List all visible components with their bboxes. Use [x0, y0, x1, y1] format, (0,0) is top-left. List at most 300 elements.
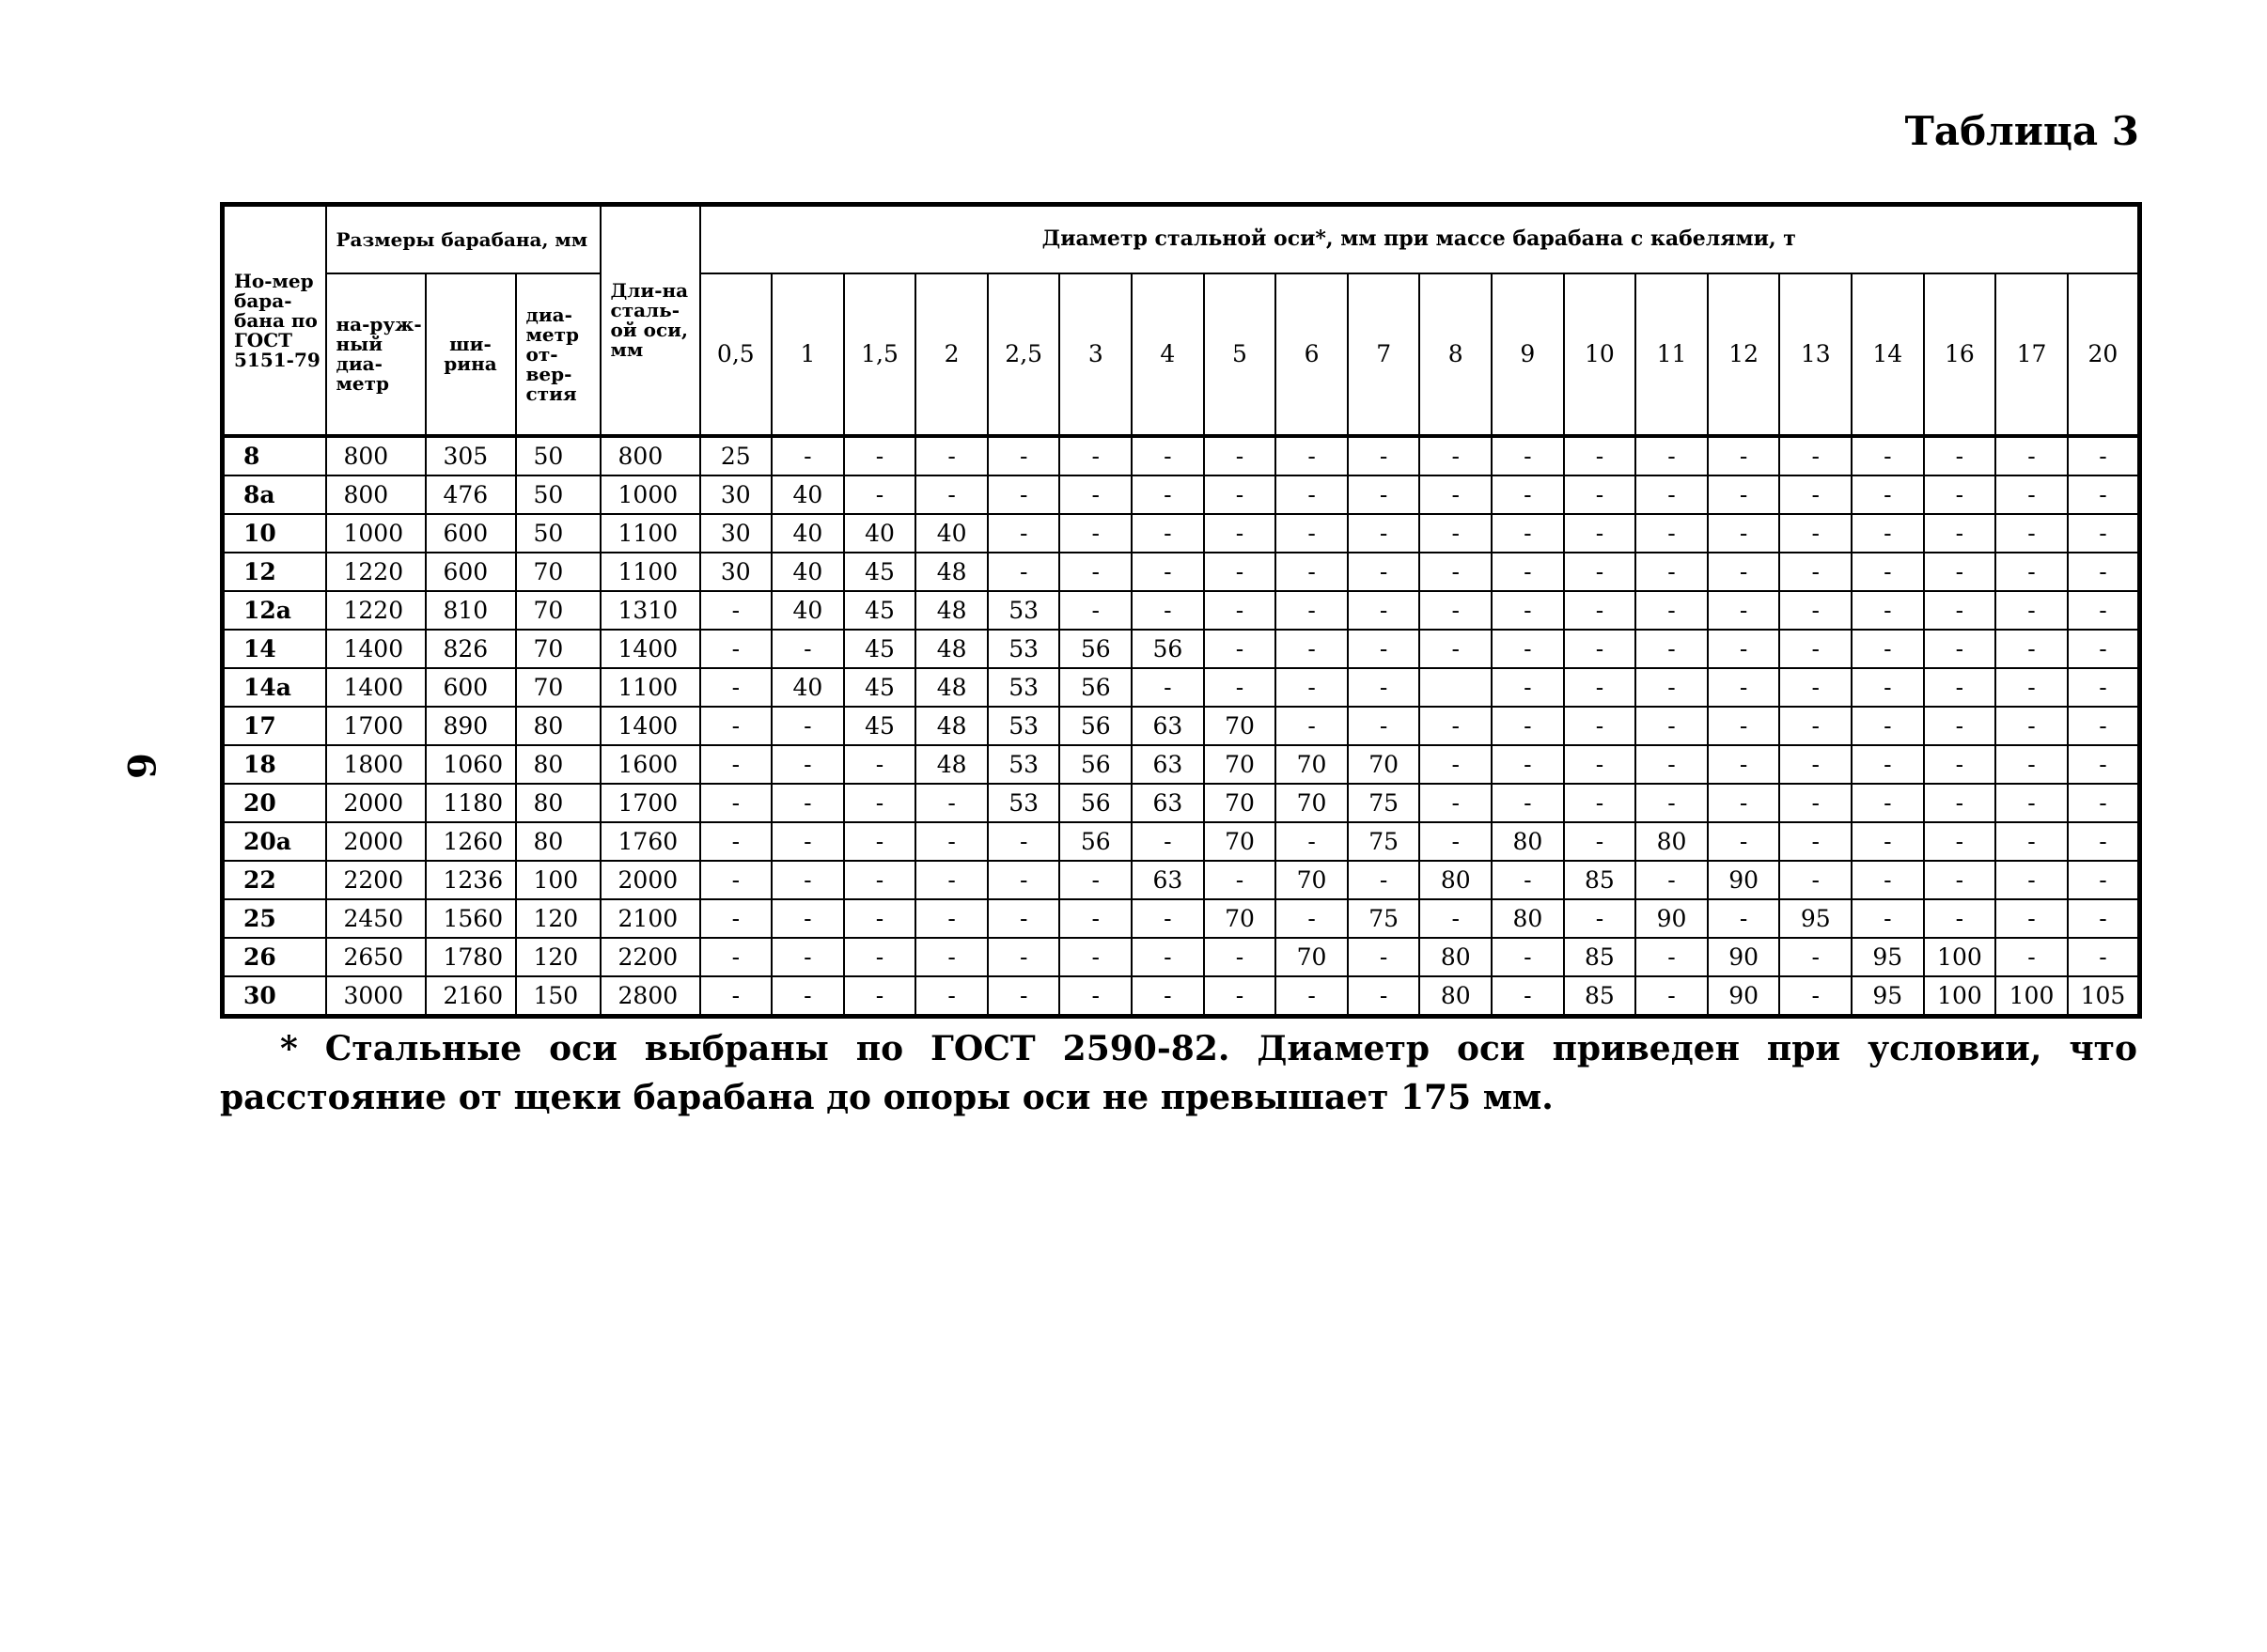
table-cell: -	[1564, 630, 1636, 668]
table-cell: 2800	[601, 976, 700, 1017]
table-cell: -	[1132, 899, 1204, 938]
table-cell: -	[1924, 591, 1996, 630]
table-cell: -	[2068, 784, 2140, 822]
table-cell: -	[1492, 475, 1564, 514]
drum-number-cell: 12	[223, 553, 326, 591]
table-cell: -	[1708, 591, 1780, 630]
table-cell: -	[1348, 668, 1420, 707]
table-cell: -	[1779, 514, 1852, 553]
table-cell: 90	[1708, 861, 1780, 899]
table-cell: -	[1059, 938, 1132, 976]
drum-number-cell: 18	[223, 745, 326, 784]
table-cell: 56	[1059, 630, 1132, 668]
table-cell: -	[772, 436, 844, 475]
table-cell: -	[1852, 707, 1924, 745]
table-cell: 90	[1708, 976, 1780, 1017]
table-cell: -	[1492, 938, 1564, 976]
table-cell: -	[988, 822, 1060, 861]
table-cell: -	[1059, 591, 1132, 630]
table-cell: 1400	[326, 668, 426, 707]
table-cell: -	[915, 899, 988, 938]
table-cell: -	[915, 976, 988, 1017]
drum-number-cell: 8a	[223, 475, 326, 514]
table-cell: -	[1779, 630, 1852, 668]
table-cell: 2000	[601, 861, 700, 899]
table-cell: -	[988, 475, 1060, 514]
table-cell: 40	[772, 553, 844, 591]
table-cell: -	[844, 745, 916, 784]
table-cell: -	[1852, 475, 1924, 514]
table-cell: 80	[1419, 976, 1492, 1017]
table-cell: -	[1564, 899, 1636, 938]
table-cell: 45	[844, 668, 916, 707]
table-cell: -	[1708, 668, 1780, 707]
table-cell: -	[1995, 861, 2068, 899]
table-cell: 1560	[426, 899, 516, 938]
table-cell: -	[700, 938, 773, 976]
table-cell: -	[1492, 861, 1564, 899]
table-cell: 2450	[326, 899, 426, 938]
drum-number-cell: 30	[223, 976, 326, 1017]
table-cell: -	[1708, 707, 1780, 745]
table-cell: 1220	[326, 553, 426, 591]
table-cell: 80	[1492, 899, 1564, 938]
table-cell: -	[1492, 668, 1564, 707]
table-cell: 70	[1348, 745, 1420, 784]
table-cell: -	[1348, 436, 1420, 475]
table-cell: -	[772, 976, 844, 1017]
table-cell: 90	[1635, 899, 1708, 938]
table-row	[223, 553, 2140, 591]
table-cell: 2000	[326, 784, 426, 822]
table-cell: -	[1564, 822, 1636, 861]
table-cell: 48	[915, 668, 988, 707]
table-cell: 70	[1204, 784, 1276, 822]
table-cell: 80	[1492, 822, 1564, 861]
table-cell: -	[988, 436, 1060, 475]
table-cell: 48	[915, 630, 988, 668]
header-drum-number: Но-мер бара-бана по ГОСТ 5151-79	[223, 205, 326, 437]
header-mass: 1,5	[844, 273, 916, 436]
table-cell: -	[1708, 475, 1780, 514]
table-cell: -	[1779, 475, 1852, 514]
table-cell: -	[1419, 745, 1492, 784]
table-cell: 1220	[326, 591, 426, 630]
table-cell: -	[2068, 745, 2140, 784]
table-cell: -	[1995, 514, 2068, 553]
table-cell: -	[915, 861, 988, 899]
table-cell: 40	[844, 514, 916, 553]
table-cell: -	[2068, 436, 2140, 475]
table-cell: 56	[1059, 668, 1132, 707]
table-cell: 45	[844, 591, 916, 630]
table-cell: -	[1635, 668, 1708, 707]
header-mass: 8	[1419, 273, 1492, 436]
table-cell: -	[1204, 861, 1276, 899]
table-cell: -	[2068, 938, 2140, 976]
table-cell: -	[1419, 436, 1492, 475]
table-cell: 150	[516, 976, 601, 1017]
table-cell: -	[772, 630, 844, 668]
table-cell: -	[1419, 475, 1492, 514]
table-cell: -	[1204, 630, 1276, 668]
table-cell: -	[700, 784, 773, 822]
table-cell: 30	[700, 475, 773, 514]
table-cell: -	[844, 475, 916, 514]
table-cell: -	[1708, 553, 1780, 591]
table-cell: 2160	[426, 976, 516, 1017]
header-mass: 2	[915, 273, 988, 436]
drum-number-cell: 12a	[223, 591, 326, 630]
table-cell: 75	[1348, 784, 1420, 822]
table-row	[223, 475, 2140, 514]
table-cell: 56	[1132, 630, 1204, 668]
table-cell: -	[1275, 822, 1348, 861]
table-cell: -	[1132, 514, 1204, 553]
table-cell: 40	[772, 668, 844, 707]
table-cell: -	[1132, 475, 1204, 514]
table-cell: -	[1924, 899, 1996, 938]
table-cell: 70	[1204, 899, 1276, 938]
table-cell: -	[2068, 822, 2140, 861]
drum-number-cell: 20a	[223, 822, 326, 861]
table-cell: 1400	[601, 630, 700, 668]
table-cell: 100	[1924, 938, 1996, 976]
table-cell: 85	[1564, 861, 1636, 899]
table-cell: 1180	[426, 784, 516, 822]
table-cell: 2200	[326, 861, 426, 899]
table-row	[223, 899, 2140, 938]
table-cell: -	[700, 861, 773, 899]
table-cell: -	[2068, 707, 2140, 745]
table-cell: -	[1779, 668, 1852, 707]
table-cell: 30	[700, 514, 773, 553]
table-cell: -	[2068, 899, 2140, 938]
table-row	[223, 591, 2140, 630]
table-cell: 1060	[426, 745, 516, 784]
table-cell: 48	[915, 707, 988, 745]
table-row	[223, 668, 2140, 707]
table-cell: 53	[988, 784, 1060, 822]
table-cell: 70	[516, 553, 601, 591]
table-cell: -	[1348, 591, 1420, 630]
table-body	[223, 436, 2140, 1017]
table-cell: -	[1635, 938, 1708, 976]
table-cell: -	[1419, 822, 1492, 861]
table-cell: 1100	[601, 668, 700, 707]
table-cell: 50	[516, 436, 601, 475]
table-cell: -	[1132, 436, 1204, 475]
table-cell: 75	[1348, 899, 1420, 938]
table-cell: -	[1635, 475, 1708, 514]
table-cell: 100	[516, 861, 601, 899]
table-cell: -	[1059, 475, 1132, 514]
table-cell: -	[1852, 784, 1924, 822]
table-cell: -	[1708, 514, 1780, 553]
table-title: Таблица 3	[1904, 108, 2139, 154]
table-cell: 600	[426, 553, 516, 591]
table-cell: 80	[516, 707, 601, 745]
table-cell: 1780	[426, 938, 516, 976]
table-cell: -	[1924, 745, 1996, 784]
table-row	[223, 822, 2140, 861]
table-cell: -	[1852, 822, 1924, 861]
drum-number-cell: 14a	[223, 668, 326, 707]
table-row	[223, 976, 2140, 1017]
table-cell: -	[844, 784, 916, 822]
table-cell: 2200	[601, 938, 700, 976]
table-cell: -	[1564, 784, 1636, 822]
table-cell: -	[1059, 553, 1132, 591]
table-cell: 70	[1204, 745, 1276, 784]
table-cell: -	[1852, 745, 1924, 784]
table-cell: -	[1635, 861, 1708, 899]
header-mass: 13	[1779, 273, 1852, 436]
table-cell: -	[988, 861, 1060, 899]
table-cell: -	[700, 707, 773, 745]
header-drum-sizes: Размеры барабана, мм	[326, 205, 601, 274]
table-cell: 1100	[601, 514, 700, 553]
axle-diameter-table	[220, 202, 2142, 1019]
table-cell: 45	[844, 707, 916, 745]
table-cell: -	[2068, 630, 2140, 668]
table-cell: -	[1995, 591, 2068, 630]
header-mass: 17	[1995, 273, 2068, 436]
table-cell: -	[1924, 514, 1996, 553]
table-cell: 2000	[326, 822, 426, 861]
table-cell: 63	[1132, 707, 1204, 745]
table-cell: -	[1419, 784, 1492, 822]
table-cell: 2650	[326, 938, 426, 976]
table-cell: 70	[1204, 822, 1276, 861]
table-cell: -	[1779, 436, 1852, 475]
page-number: 6	[118, 753, 163, 779]
table-cell: 1000	[601, 475, 700, 514]
table-cell: -	[1708, 436, 1780, 475]
table-cell: -	[1852, 514, 1924, 553]
table-cell: -	[1564, 436, 1636, 475]
table-cell: -	[915, 938, 988, 976]
header-mass: 0,5	[700, 273, 773, 436]
table-cell: 80	[516, 822, 601, 861]
table-cell: 105	[2068, 976, 2140, 1017]
table-cell: 70	[1275, 784, 1348, 822]
table-cell: 476	[426, 475, 516, 514]
table-cell: -	[1132, 976, 1204, 1017]
table-row	[223, 514, 2140, 553]
table-cell: -	[1564, 745, 1636, 784]
table-cell: -	[2068, 553, 2140, 591]
table-cell: -	[1924, 475, 1996, 514]
table-cell: -	[1275, 436, 1348, 475]
table-cell: -	[2068, 861, 2140, 899]
table-cell: 890	[426, 707, 516, 745]
table-cell: 305	[426, 436, 516, 475]
table-row	[223, 630, 2140, 668]
table-cell: -	[915, 822, 988, 861]
table-cell: 80	[1419, 861, 1492, 899]
table-cell: -	[772, 745, 844, 784]
header-mass: 20	[2068, 273, 2140, 436]
table-cell: 100	[1924, 976, 1996, 1017]
header-outer-diameter: на-руж-ный диа-метр	[326, 273, 426, 436]
table-cell: 810	[426, 591, 516, 630]
table-row	[223, 436, 2140, 475]
table-cell: -	[1204, 436, 1276, 475]
table-cell: -	[1419, 899, 1492, 938]
table-cell: -	[1059, 899, 1132, 938]
table-cell: -	[772, 707, 844, 745]
table-cell: 53	[988, 745, 1060, 784]
table-cell: -	[1635, 514, 1708, 553]
table-cell: -	[1779, 861, 1852, 899]
table-cell: 56	[1059, 745, 1132, 784]
table-cell: 50	[516, 475, 601, 514]
table-cell: 1236	[426, 861, 516, 899]
table-cell: 63	[1132, 784, 1204, 822]
table-cell: 600	[426, 514, 516, 553]
table-cell: -	[2068, 591, 2140, 630]
table-cell: -	[1995, 784, 2068, 822]
table-cell: -	[1564, 591, 1636, 630]
table-cell: -	[700, 976, 773, 1017]
table-cell: 50	[516, 514, 601, 553]
table-cell: -	[844, 822, 916, 861]
header-mass: 3	[1059, 273, 1132, 436]
table-cell: -	[1635, 745, 1708, 784]
table-cell: -	[1348, 938, 1420, 976]
header-mass: 11	[1635, 273, 1708, 436]
header-mass: 14	[1852, 273, 1924, 436]
table-cell: -	[1492, 745, 1564, 784]
table-cell: -	[1995, 822, 2068, 861]
table-cell: -	[1635, 553, 1708, 591]
drum-number-cell: 17	[223, 707, 326, 745]
table-cell: -	[1492, 591, 1564, 630]
table-cell: -	[1852, 668, 1924, 707]
table-cell: 80	[1635, 822, 1708, 861]
table-cell: -	[1779, 784, 1852, 822]
table-cell: 3000	[326, 976, 426, 1017]
table-cell: -	[988, 514, 1060, 553]
table-cell: -	[1635, 784, 1708, 822]
table-cell: -	[1419, 514, 1492, 553]
table-cell: -	[1708, 899, 1780, 938]
table-cell: -	[700, 591, 773, 630]
table-row	[223, 784, 2140, 822]
table-cell: -	[1132, 668, 1204, 707]
table-cell: -	[1779, 822, 1852, 861]
table-cell: 80	[516, 745, 601, 784]
table-cell: -	[1635, 976, 1708, 1017]
table-cell: -	[1564, 553, 1636, 591]
table-cell: 45	[844, 553, 916, 591]
table-cell: -	[700, 630, 773, 668]
table-cell: 48	[915, 745, 988, 784]
drum-number-cell: 22	[223, 861, 326, 899]
table-cell: -	[844, 436, 916, 475]
table-cell: 1100	[601, 553, 700, 591]
header-width: ши-рина	[426, 273, 516, 436]
table-cell: 90	[1708, 938, 1780, 976]
table-cell: -	[1852, 899, 1924, 938]
table-cell: -	[1275, 475, 1348, 514]
footnote: * Стальные оси выбраны по ГОСТ 2590-82. Диаметр оси приведен при условии, что расстояние от щеки барабана до опоры оси не превышает 175 мм.	[220, 1029, 2137, 1118]
header-mass: 10	[1564, 273, 1636, 436]
table-cell: 1800	[326, 745, 426, 784]
table-cell: 70	[1204, 707, 1276, 745]
table-cell: 120	[516, 938, 601, 976]
table-cell: 80	[516, 784, 601, 822]
table-cell: -	[1852, 553, 1924, 591]
table-cell: 1400	[326, 630, 426, 668]
table-cell: -	[1132, 938, 1204, 976]
table-cell: -	[1635, 630, 1708, 668]
table-cell: 53	[988, 630, 1060, 668]
table-cell: -	[772, 899, 844, 938]
table-cell: -	[700, 745, 773, 784]
table-cell: -	[1564, 668, 1636, 707]
table-cell: -	[1995, 899, 2068, 938]
table-cell: 826	[426, 630, 516, 668]
table-cell: -	[1419, 630, 1492, 668]
table-row	[223, 861, 2140, 899]
table-cell: 70	[516, 630, 601, 668]
table-cell: -	[1275, 591, 1348, 630]
table-cell: -	[1419, 553, 1492, 591]
table-cell: 53	[988, 668, 1060, 707]
drum-number-cell: 25	[223, 899, 326, 938]
header-mass: 4	[1132, 273, 1204, 436]
table-cell: -	[700, 668, 773, 707]
table-cell: -	[1348, 630, 1420, 668]
header-mass: 12	[1708, 273, 1780, 436]
table-cell: 800	[326, 475, 426, 514]
table-cell: 95	[1779, 899, 1852, 938]
table-cell: -	[1779, 707, 1852, 745]
table-cell: -	[1348, 707, 1420, 745]
table-cell: 70	[1275, 861, 1348, 899]
table-cell: -	[1995, 707, 2068, 745]
table-cell: 100	[1995, 976, 2068, 1017]
table-cell: -	[988, 553, 1060, 591]
table-cell: -	[988, 899, 1060, 938]
table-cell: -	[1348, 553, 1420, 591]
drum-number-cell: 8	[223, 436, 326, 475]
table-cell: -	[1204, 475, 1276, 514]
table-cell: 80	[1419, 938, 1492, 976]
table-cell: -	[1348, 475, 1420, 514]
table-cell	[1419, 668, 1492, 707]
table-cell: 48	[915, 591, 988, 630]
drum-number-cell: 20	[223, 784, 326, 822]
table-cell: -	[1564, 475, 1636, 514]
table-cell: 56	[1059, 822, 1132, 861]
table-cell: -	[915, 475, 988, 514]
table-row	[223, 707, 2140, 745]
table-cell: 70	[516, 591, 601, 630]
table-cell: -	[1779, 745, 1852, 784]
table-cell: -	[988, 938, 1060, 976]
table-cell: -	[1924, 784, 1996, 822]
table-cell: 1600	[601, 745, 700, 784]
header-mass: 9	[1492, 273, 1564, 436]
header-mass: 2,5	[988, 273, 1060, 436]
table-cell: -	[1924, 436, 1996, 475]
table-cell: 63	[1132, 861, 1204, 899]
table-cell: -	[1204, 938, 1276, 976]
table-cell: -	[1204, 976, 1276, 1017]
